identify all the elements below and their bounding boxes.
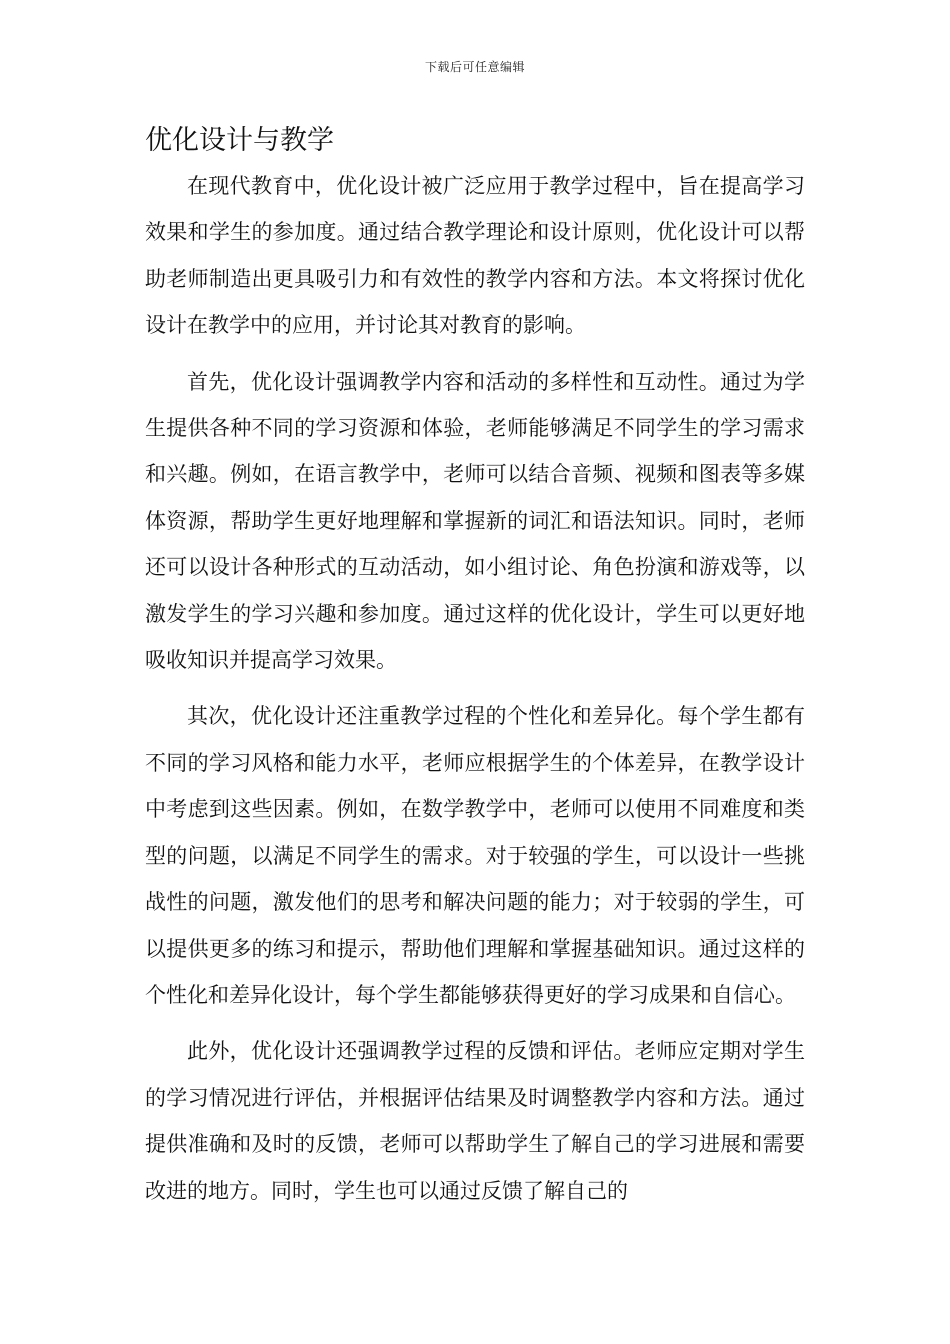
document-title: 优化设计与教学 bbox=[145, 125, 334, 156]
paragraph-3: 其次，优化设计还注重教学过程的个性化和差异化。每个学生都有不同的学习风格和能力水平，老师应根据学生的个体差异，在教学设计中考虑到这些因素。例如，在数学教学中，老师可以使用不同难度和类型的问题，以满足不同学生的需求。对于较强的学生，可以设计一些挑战性的问题，激发他们的思考和解决问题的能力；对于较弱的学生，可以提供更多的练习和提示，帮助他们理解和掌握基础知识。通过这样的个性化和差异化设计，每个学生都能够获得更好的学习成果和自信心。 bbox=[145, 704, 805, 1007]
document-body bbox=[145, 163, 805, 1224]
page-header: 下载后可任意编辑 bbox=[424, 60, 525, 74]
paragraph-2: 首先，优化设计强调教学内容和活动的多样性和互动性。通过为学生提供各种不同的学习资源和体验，老师能够满足不同学生的学习需求和兴趣。例如，在语言教学中，老师可以结合音频、视频和图表等多媒体资源，帮助学生更好地理解和掌握新的词汇和语法知识。同时，老师还可以设计各种形式的互动活动，如小组讨论、角色扮演和游戏等，以激发学生的学习兴趣和参加度。通过这样的优化设计，学生可以更好地吸收知识并提高学习效果。 bbox=[145, 369, 805, 673]
paragraph-4: 此外，优化设计还强调教学过程的反馈和评估。老师应定期对学生的学习情况进行评估，并根据评估结果及时调整教学内容和方法。通过提供准确和及时的反馈，老师可以帮助学生了解自己的学习进展和需要改进的地方。同时，学生也可以通过反馈了解自己的 bbox=[145, 1039, 805, 1203]
paragraph-1: 在现代教育中，优化设计被广泛应用于教学过程中，旨在提高学习效果和学生的参加度。通过结合教学理论和设计原则，优化设计可以帮助老师制造出更具吸引力和有效性的教学内容和方法。本文将探讨优化设计在教学中的应用，并讨论其对教育的影响。 bbox=[145, 174, 805, 338]
